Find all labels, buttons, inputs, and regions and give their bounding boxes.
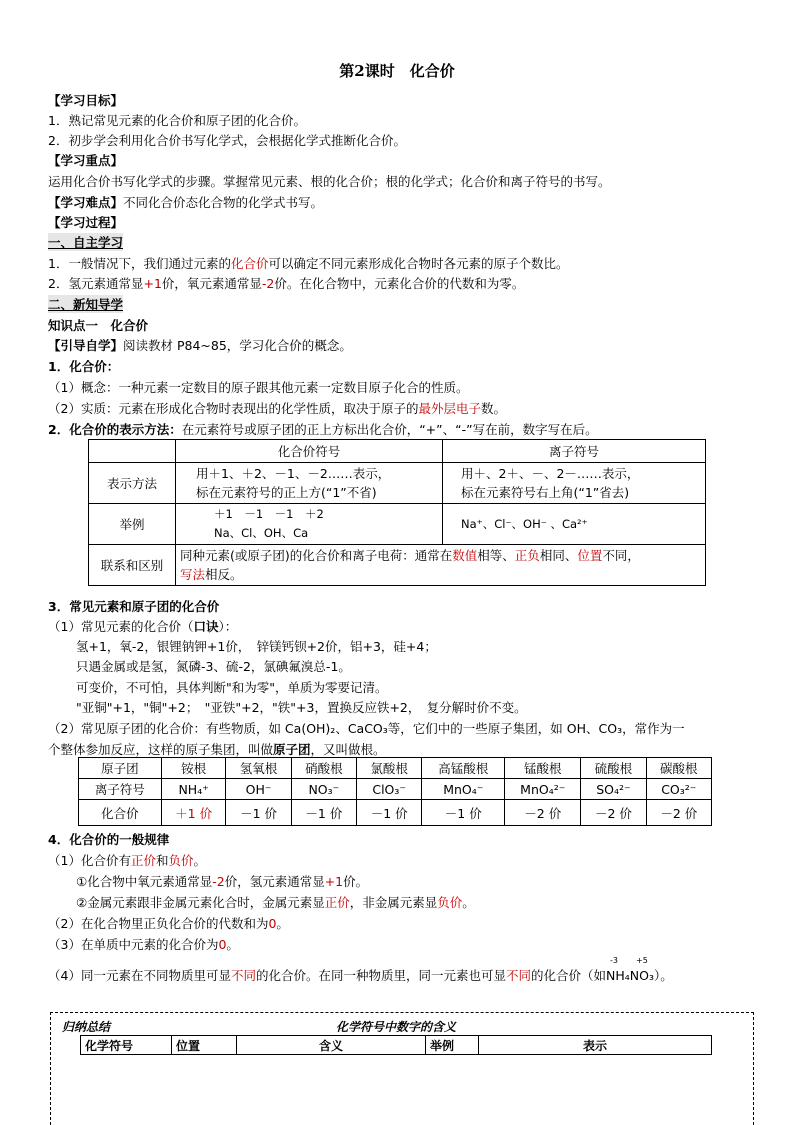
goals-heading: 【学习目标】 xyxy=(48,93,124,108)
rhyme-line: 可变价，不可怕，具体判断"和为零"，单质为零要记清。 xyxy=(76,680,388,695)
summary-label: 归纳总结 xyxy=(62,1020,111,1034)
difficulty-heading: 【学习难点】 xyxy=(48,195,124,210)
valence-vs-ion-table: 化合价符号 离子符号 表示方法 用＋1、＋2、－1、－2……表示， 标在元素符号的正上方(“1”不省) 用＋、2＋、－、2－……表示， 标在元素符号右上角(“1”省去) 举例 ＋1 －1 －1 ＋2 Na、Cl、OH、Ca Na⁺、Cl⁻、OH⁻ 、Ca²⁺ 联系和区别 同种元素(或原子团)的化合价和离子电荷：通常在数值相等、正负相同、位置不同， 写法相反。 xyxy=(88,439,706,586)
goal-item: 2．初步学会利用化合价书写化学式，会根据化学式推断化合价。 xyxy=(48,133,406,148)
section1-heading: 1．化合价： xyxy=(48,359,120,374)
summary-table: 化学符号 位置 含义 举例 表示 xyxy=(80,1035,712,1055)
radical-table: 原子团 铵根 氢氧根 硝酸根 氯酸根 高锰酸根 锰酸根 硫酸根 碳酸根 离子符号 NH₄⁺ OH⁻ NO₃⁻ ClO₃⁻ MnO₄⁻ MnO₄²⁻ SO₄²⁻ CO₃²⁻ 化合价 ＋1 价 －1 价 －1 价 －1 价 －1 价 －2 价 －2 价 －2 价 xyxy=(78,757,712,826)
self-study-line1: 1．一般情况下，我们通过元素的化合价可以确定不同元素形成化合物时各元素的原子个数比。 xyxy=(48,256,569,271)
section4-heading: 4．化合价的一般规律 xyxy=(48,832,170,847)
self-study-heading: 一、自主学习 xyxy=(48,235,124,250)
rhyme-line: 只遇金属或是氢，氮磷-3、硫-2，氯碘氟溴总-1。 xyxy=(76,659,351,674)
self-study-line2: 2．氢元素通常显+1价，氧元素通常显-2价。在化合物中，元素化合价的代数和为零。 xyxy=(48,276,525,291)
rhyme-line: "亚铜"+1，"铜"+2； "亚铁"+2，"铁"+3，置换反应铁+2， 复分解时价不变。 xyxy=(76,700,527,715)
summary-title: 化学符号中数字的含义 xyxy=(336,1020,457,1034)
knowledge-point-title: 知识点一 化合价 xyxy=(48,318,149,333)
goal-item: 1．熟记常见元素的化合价和原子团的化合价。 xyxy=(48,113,306,128)
new-knowledge-heading: 二、新知导学 xyxy=(48,297,124,312)
focus-heading: 【学习重点】 xyxy=(48,153,124,168)
focus-text: 运用化合价书写化学式的步骤。掌握常见元素、根的化合价；根的化学式；化合价和离子符号的书写。 xyxy=(48,174,611,189)
difficulty-text: 不同化合价态化合物的化学式书写。 xyxy=(123,195,324,210)
rhyme-line: 氢+1，氧-2，银锂钠钾+1价， 锌镁钙钡+2价，铝+3，硅+4； xyxy=(76,639,437,654)
section3-heading: 3．常见元素和原子团的化合价 xyxy=(48,599,220,614)
page-title: 第2课时 化合价 xyxy=(339,62,455,80)
process-heading: 【学习过程】 xyxy=(48,215,124,230)
